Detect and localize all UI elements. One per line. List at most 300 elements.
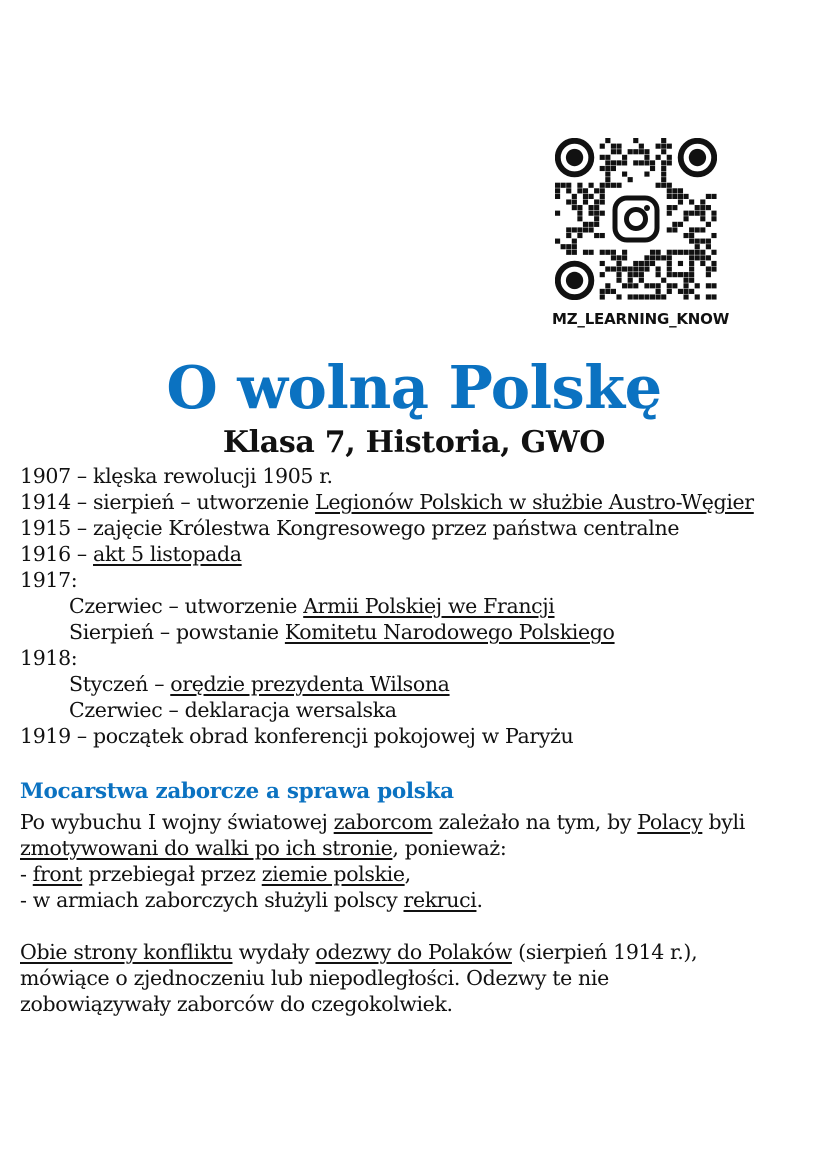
- qr-module: [711, 233, 716, 238]
- text-run: 1919 – początek obrad konferencji pokojowej w Paryżu: [20, 724, 574, 748]
- qr-module: [600, 144, 605, 149]
- text-run: - w armiach zaborczych służyli polscy: [20, 888, 404, 912]
- qr-module: [611, 183, 616, 188]
- qr-module: [661, 144, 666, 149]
- qr-module: [656, 255, 661, 260]
- timeline-entry: [20, 671, 820, 697]
- qr-module: [711, 294, 716, 299]
- qr-module: [639, 261, 644, 266]
- underlined-text: rekruci: [403, 888, 477, 912]
- underlined-text: zmotywowani do walki po ich stronie: [20, 836, 393, 860]
- qr-module: [667, 283, 672, 288]
- qr-module: [689, 261, 694, 266]
- qr-module: [667, 250, 672, 255]
- underlined-text: Legionów Polskich w służbie Austro-Węgier: [315, 490, 754, 514]
- underlined-text: akt 5 listopada: [93, 542, 242, 566]
- qr-module: [683, 216, 688, 221]
- qr-module: [561, 244, 566, 249]
- qr-module: [683, 278, 688, 283]
- qr-module: [572, 227, 577, 232]
- qr-module: [600, 250, 605, 255]
- text-run: 1916 –: [20, 542, 94, 566]
- qr-module: [622, 266, 627, 271]
- qr-module: [605, 177, 610, 182]
- timeline-entry: [20, 515, 820, 541]
- qr-module: [650, 166, 655, 171]
- qr-module: [700, 239, 705, 244]
- qr-module: [667, 289, 672, 294]
- qr-module: [622, 283, 627, 288]
- qr-module: [611, 160, 616, 165]
- qr-module: [633, 149, 638, 154]
- qr-module: [689, 199, 694, 204]
- qr-module: [566, 188, 571, 193]
- text-run: Styczeń –: [69, 672, 171, 696]
- qr-module: [589, 205, 594, 210]
- text-run: 1914 – sierpień – utworzenie: [20, 490, 316, 514]
- qr-module: [667, 160, 672, 165]
- paragraph-line: [20, 887, 820, 913]
- qr-module: [695, 294, 700, 299]
- qr-module: [689, 239, 694, 244]
- qr-module: [616, 266, 621, 271]
- qr-module: [600, 289, 605, 294]
- qr-module: [700, 261, 705, 266]
- text-run: 1915 – zajęcie Królestwa Kongresowego przez państwa centralne: [20, 516, 680, 540]
- qr-module: [667, 144, 672, 149]
- underlined-text: front: [32, 862, 83, 886]
- qr-module: [594, 188, 599, 193]
- qr-module: [628, 266, 633, 271]
- qr-module: [667, 211, 672, 216]
- qr-module: [611, 166, 616, 171]
- qr-module: [605, 266, 610, 271]
- qr-module: [695, 283, 700, 288]
- qr-module: [616, 160, 621, 165]
- qr-module: [594, 216, 599, 221]
- text-run: 1918:: [20, 646, 78, 670]
- qr-module: [572, 199, 577, 204]
- text-run: -: [20, 862, 33, 886]
- qr-module: [644, 266, 649, 271]
- qr-module: [650, 255, 655, 260]
- qr-module: [600, 211, 605, 216]
- text-run: ,: [404, 862, 411, 886]
- qr-module: [600, 199, 605, 204]
- qr-module: [667, 188, 672, 193]
- timeline: [20, 463, 820, 749]
- qr-module: [667, 255, 672, 260]
- qr-module: [700, 250, 705, 255]
- qr-module: [572, 205, 577, 210]
- qr-finder-pattern: [558, 264, 592, 298]
- section-heading: Mocarstwa zaborcze a sprawa polska: [20, 779, 454, 804]
- qr-module: [672, 227, 677, 232]
- qr-module: [689, 278, 694, 283]
- qr-module: [589, 250, 594, 255]
- qr-module: [678, 199, 683, 204]
- qr-module: [700, 199, 705, 204]
- qr-module: [633, 261, 638, 266]
- qr-module: [706, 205, 711, 210]
- qr-module: [622, 250, 627, 255]
- qr-module: [600, 261, 605, 266]
- text-run: .: [476, 888, 483, 912]
- qr-module: [689, 211, 694, 216]
- qr-finder-pattern: [681, 141, 715, 175]
- qr-module: [589, 183, 594, 188]
- qr-module: [600, 272, 605, 277]
- qr-module: [656, 144, 661, 149]
- qr-module: [683, 194, 688, 199]
- qr-module: [611, 144, 616, 149]
- qr-module: [656, 289, 661, 294]
- qr-module: [661, 172, 666, 177]
- underlined-text: orędzie prezydenta Wilsona: [170, 672, 450, 696]
- qr-module: [661, 160, 666, 165]
- qr-module: [656, 294, 661, 299]
- qr-module: [600, 194, 605, 199]
- qr-module: [700, 205, 705, 210]
- qr-module: [628, 283, 633, 288]
- qr-module: [566, 233, 571, 238]
- qr-module: [577, 183, 582, 188]
- qr-module: [706, 283, 711, 288]
- qr-module: [683, 294, 688, 299]
- qr-module: [639, 278, 644, 283]
- qr-module: [566, 250, 571, 255]
- qr-module: [678, 289, 683, 294]
- qr-module: [583, 199, 588, 204]
- qr-module: [633, 138, 638, 143]
- qr-module: [678, 194, 683, 199]
- qr-module: [555, 183, 560, 188]
- qr-module: [633, 272, 638, 277]
- qr-module: [633, 266, 638, 271]
- qr-module: [583, 250, 588, 255]
- qr-module: [695, 205, 700, 210]
- text-run: Sierpień – powstanie: [69, 620, 285, 644]
- qr-module: [678, 188, 683, 193]
- qr-module: [711, 250, 716, 255]
- qr-module: [572, 194, 577, 199]
- qr-module: [633, 283, 638, 288]
- qr-module: [672, 188, 677, 193]
- qr-module: [628, 278, 633, 283]
- page-title: O wolną Polskę: [166, 353, 662, 422]
- qr-module: [594, 211, 599, 216]
- qr-module: [611, 149, 616, 154]
- qr-module: [639, 266, 644, 271]
- underlined-text: odezwy do Polaków: [315, 940, 512, 964]
- qr-module: [611, 250, 616, 255]
- qr-module: [667, 261, 672, 266]
- qr-module: [700, 216, 705, 221]
- qr-module: [566, 183, 571, 188]
- qr-module: [611, 289, 616, 294]
- qr-module: [695, 211, 700, 216]
- qr-module: [572, 244, 577, 249]
- instagram-icon: [615, 198, 657, 240]
- qr-module: [616, 183, 621, 188]
- qr-module: [644, 149, 649, 154]
- timeline-entry: [20, 541, 820, 567]
- qr-module: [661, 183, 666, 188]
- qr-module: [706, 244, 711, 249]
- qr-module: [644, 172, 649, 177]
- page-subtitle: Klasa 7, Historia, GWO: [222, 425, 606, 460]
- qr-module: [667, 227, 672, 232]
- qr-module: [644, 255, 649, 260]
- qr-code-block: [552, 138, 730, 328]
- qr-module: [689, 233, 694, 238]
- qr-module: [656, 155, 661, 160]
- qr-module: [672, 283, 677, 288]
- qr-module: [667, 205, 672, 210]
- qr-module: [628, 272, 633, 277]
- qr-module: [706, 222, 711, 227]
- qr-module: [678, 261, 683, 266]
- qr-module: [600, 188, 605, 193]
- qr-finder-pattern: [558, 141, 592, 175]
- qr-module: [577, 188, 582, 193]
- qr-module: [611, 255, 616, 260]
- text-run: 1907 – klęska rewolucji 1905 r.: [20, 464, 333, 488]
- qr-module: [628, 177, 633, 182]
- qr-module: [639, 149, 644, 154]
- qr-module: [605, 172, 610, 177]
- underlined-text: ziemie polskie: [261, 862, 405, 886]
- underlined-text: Obie strony konfliktu: [20, 940, 233, 964]
- qr-module: [555, 194, 560, 199]
- qr-module: [628, 149, 633, 154]
- qr-module: [695, 250, 700, 255]
- qr-module: [605, 289, 610, 294]
- qr-module: [594, 233, 599, 238]
- qr-module: [616, 149, 621, 154]
- qr-module: [561, 183, 566, 188]
- qr-module: [639, 144, 644, 149]
- qr-module: [683, 272, 688, 277]
- qr-module: [661, 255, 666, 260]
- qr-module: [650, 283, 655, 288]
- qr-module: [678, 222, 683, 227]
- qr-module: [594, 222, 599, 227]
- qr-module: [605, 166, 610, 171]
- text-run: , ponieważ:: [392, 836, 507, 860]
- qr-module: [672, 250, 677, 255]
- qr-module: [667, 266, 672, 271]
- timeline-entry: [20, 463, 820, 489]
- qr-module: [622, 255, 627, 260]
- qr-module: [661, 149, 666, 154]
- qr-module: [616, 278, 621, 283]
- qr-caption: MZ_LEARNING_KNOW: [552, 310, 730, 328]
- qr-module: [566, 227, 571, 232]
- qr-module: [594, 205, 599, 210]
- qr-module: [583, 222, 588, 227]
- qr-module: [661, 166, 666, 171]
- section-body: [20, 809, 820, 1017]
- qr-module: [700, 255, 705, 260]
- qr-module: [667, 272, 672, 277]
- qr-module: [577, 211, 582, 216]
- qr-module: [639, 160, 644, 165]
- qr-module: [695, 255, 700, 260]
- qr-module: [650, 294, 655, 299]
- qr-module: [706, 266, 711, 271]
- qr-module: [683, 211, 688, 216]
- qr-module: [589, 194, 594, 199]
- timeline-entry: [20, 567, 820, 593]
- qr-module: [628, 294, 633, 299]
- text-run: Czerwiec – utworzenie: [69, 594, 304, 618]
- qr-module: [572, 250, 577, 255]
- paragraph-line: [20, 939, 820, 965]
- qr-module: [683, 250, 688, 255]
- qr-module: [644, 160, 649, 165]
- qr-module: [644, 261, 649, 266]
- qr-module: [672, 205, 677, 210]
- qr-module: [711, 216, 716, 221]
- qr-module: [600, 233, 605, 238]
- qr-module: [577, 205, 582, 210]
- qr-module: [583, 194, 588, 199]
- qr-module: [650, 160, 655, 165]
- qr-module: [661, 278, 666, 283]
- qr-module: [706, 294, 711, 299]
- qr-module: [650, 250, 655, 255]
- qr-module: [644, 294, 649, 299]
- qr-module: [683, 289, 688, 294]
- qr-module: [689, 227, 694, 232]
- qr-module: [672, 194, 677, 199]
- qr-module: [616, 272, 621, 277]
- qr-module: [616, 261, 621, 266]
- qr-module: [605, 155, 610, 160]
- qr-module: [633, 294, 638, 299]
- qr-module: [600, 294, 605, 299]
- qr-module: [594, 199, 599, 204]
- text-run: zależało na tym, by: [432, 810, 638, 834]
- qr-module: [711, 211, 716, 216]
- qr-module: [706, 272, 711, 277]
- qr-module: [583, 227, 588, 232]
- qr-module: [683, 233, 688, 238]
- qr-module: [661, 138, 666, 143]
- qr-module: [695, 227, 700, 232]
- qr-module: [711, 261, 716, 266]
- qr-module: [639, 294, 644, 299]
- qr-module: [667, 183, 672, 188]
- paragraph-line: [20, 965, 820, 991]
- qr-module: [667, 194, 672, 199]
- qr-module: [689, 289, 694, 294]
- text-run: Czerwiec – deklaracja wersalska: [69, 698, 397, 722]
- qr-module: [616, 144, 621, 149]
- qr-module: [706, 194, 711, 199]
- section: [20, 777, 820, 1017]
- qr-module: [689, 272, 694, 277]
- text-run: 1917:: [20, 568, 78, 592]
- qr-module: [661, 294, 666, 299]
- qr-module: [700, 227, 705, 232]
- qr-module: [656, 183, 661, 188]
- qr-module: [711, 283, 716, 288]
- qr-module: [589, 222, 594, 227]
- underlined-text: Komitetu Narodowego Polskiego: [284, 620, 615, 644]
- timeline-entry: [20, 697, 820, 723]
- qr-module: [577, 227, 582, 232]
- text-run: wydały: [232, 940, 316, 964]
- qr-module: [672, 272, 677, 277]
- qr-module: [689, 250, 694, 255]
- qr-module: [656, 250, 661, 255]
- qr-module: [689, 255, 694, 260]
- qr-code-image: [555, 138, 717, 300]
- qr-module: [672, 222, 677, 227]
- paragraph-line: [20, 835, 820, 861]
- qr-module: [711, 194, 716, 199]
- text-run: mówiące o zjednoczeniu lub niepodległości. Odezwy te nie: [20, 966, 609, 990]
- qr-module: [566, 244, 571, 249]
- qr-module: [589, 227, 594, 232]
- qr-module: [566, 199, 571, 204]
- qr-module: [644, 283, 649, 288]
- qr-module: [600, 166, 605, 171]
- paragraph-line: [20, 861, 820, 887]
- text-run: byli: [702, 810, 745, 834]
- qr-module: [555, 188, 560, 193]
- qr-module: [605, 250, 610, 255]
- qr-module: [605, 138, 610, 143]
- paragraph-gap: [20, 913, 820, 939]
- qr-module: [689, 266, 694, 271]
- paragraph-line: [20, 809, 820, 835]
- timeline-entry: [20, 645, 820, 671]
- qr-module: [700, 211, 705, 216]
- qr-module: [555, 239, 560, 244]
- text-run: (sierpień 1914 r.),: [511, 940, 698, 964]
- qr-module: [661, 177, 666, 182]
- qr-module: [639, 272, 644, 277]
- qr-module: [616, 294, 621, 299]
- qr-module: [656, 266, 661, 271]
- qr-module: [616, 255, 621, 260]
- qr-module: [611, 266, 616, 271]
- qr-module: [622, 155, 627, 160]
- paragraph-line: [20, 991, 820, 1017]
- qr-module: [622, 172, 627, 177]
- qr-module: [555, 211, 560, 216]
- text-run: Po wybuchu I wojny światowej: [20, 810, 334, 834]
- qr-module: [605, 160, 610, 165]
- qr-module: [600, 183, 605, 188]
- timeline-entry: [20, 593, 820, 619]
- text-run: przebiegał przez: [82, 862, 262, 886]
- qr-module: [583, 188, 588, 193]
- qr-module: [577, 233, 582, 238]
- qr-module: [622, 160, 627, 165]
- qr-module: [706, 255, 711, 260]
- qr-module: [678, 272, 683, 277]
- qr-module: [572, 239, 577, 244]
- qr-module: [711, 266, 716, 271]
- qr-module: [577, 216, 582, 221]
- timeline-entry: [20, 619, 820, 645]
- qr-module: [605, 183, 610, 188]
- qr-module: [683, 283, 688, 288]
